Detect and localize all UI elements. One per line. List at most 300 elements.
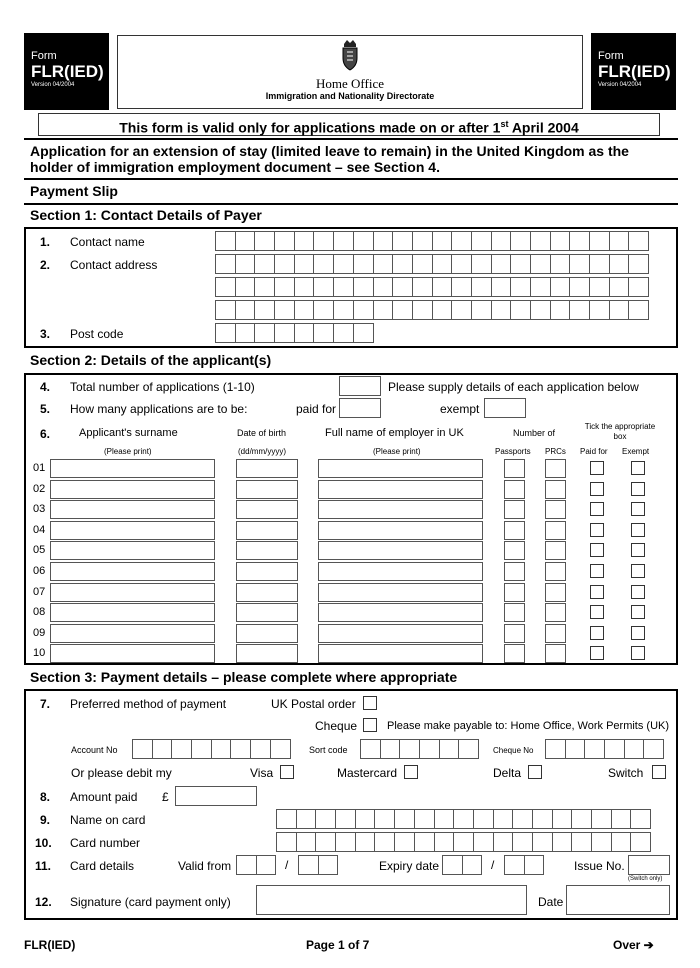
total-applications-input[interactable] — [339, 376, 381, 396]
row-number: 04 — [33, 523, 46, 536]
prcs-input[interactable] — [545, 459, 566, 478]
char-cell[interactable] — [412, 254, 433, 274]
char-cell[interactable] — [333, 323, 354, 343]
col-prcs: PRCs — [545, 447, 566, 456]
header-center-box — [117, 35, 583, 109]
prcs-input[interactable] — [545, 480, 566, 499]
exempt-checkbox[interactable] — [631, 626, 645, 640]
directorate: Immigration and Nationality Directorate — [265, 91, 435, 101]
footer-over: Over ➔ — [613, 938, 654, 952]
char-cell[interactable] — [333, 277, 354, 297]
char-cell[interactable] — [550, 300, 571, 320]
char-cell[interactable] — [530, 254, 551, 274]
char-cell[interactable] — [628, 300, 649, 320]
passports-input[interactable] — [504, 541, 525, 560]
char-cell[interactable] — [471, 300, 492, 320]
surname-input[interactable] — [50, 624, 215, 643]
paid-for-count-input[interactable] — [339, 398, 381, 418]
char-cell[interactable] — [392, 231, 413, 251]
char-cell[interactable] — [569, 300, 590, 320]
surname-input[interactable] — [50, 500, 215, 519]
char-cell[interactable] — [294, 254, 315, 274]
char-cell[interactable] — [313, 323, 334, 343]
char-cell[interactable] — [394, 832, 415, 852]
char-cell[interactable] — [569, 231, 590, 251]
char-cell[interactable] — [333, 300, 354, 320]
char-cell[interactable] — [171, 739, 192, 759]
employer-input[interactable] — [318, 459, 483, 478]
char-cell[interactable] — [235, 254, 256, 274]
char-cell[interactable] — [451, 231, 472, 251]
char-cell[interactable] — [353, 300, 374, 320]
char-cell[interactable] — [215, 231, 236, 251]
account-no-label: Account No — [71, 745, 118, 755]
paid-for-checkbox[interactable] — [590, 523, 604, 537]
char-cell[interactable] — [611, 809, 632, 829]
char-cell[interactable] — [270, 739, 291, 759]
form-code-box-right — [591, 33, 676, 110]
char-cell[interactable] — [380, 739, 401, 759]
char-cell[interactable] — [335, 809, 356, 829]
char-cell[interactable] — [530, 231, 551, 251]
exempt-checkbox[interactable] — [631, 543, 645, 557]
q7-num: 7. — [40, 697, 51, 711]
char-cell[interactable] — [491, 254, 512, 274]
char-cell[interactable] — [510, 254, 531, 274]
post-code-grid[interactable] — [215, 323, 373, 343]
contact-name-grid[interactable] — [215, 231, 648, 251]
prcs-input[interactable] — [545, 624, 566, 643]
issue-no-input[interactable] — [628, 855, 670, 875]
employer-input[interactable] — [318, 583, 483, 602]
char-cell[interactable] — [439, 739, 460, 759]
exempt-checkbox[interactable] — [631, 646, 645, 660]
exempt-count-input[interactable] — [484, 398, 526, 418]
q1-label: Contact name — [70, 235, 145, 249]
q9-label: Name on card — [70, 813, 146, 827]
char-cell[interactable] — [569, 254, 590, 274]
char-cell[interactable] — [471, 231, 492, 251]
form-word: Form — [598, 50, 624, 62]
char-cell[interactable] — [254, 300, 275, 320]
q4-num: 4. — [40, 380, 51, 394]
passports-input[interactable] — [504, 459, 525, 478]
dob-input[interactable] — [236, 603, 298, 622]
char-cell[interactable] — [453, 832, 474, 852]
delta-label: Delta — [493, 766, 522, 780]
char-cell[interactable] — [491, 277, 512, 297]
char-cell[interactable] — [191, 739, 212, 759]
char-cell[interactable] — [315, 809, 336, 829]
char-cell[interactable] — [628, 254, 649, 274]
char-cell[interactable] — [235, 323, 256, 343]
expiry-year[interactable] — [504, 855, 543, 875]
prcs-input[interactable] — [545, 644, 566, 663]
char-cell[interactable] — [399, 739, 420, 759]
char-cell[interactable] — [442, 855, 463, 875]
char-cell[interactable] — [373, 231, 394, 251]
card-number-grid[interactable] — [276, 832, 650, 852]
char-cell[interactable] — [294, 277, 315, 297]
col-paid-for: Paid for — [580, 447, 608, 456]
char-cell[interactable] — [532, 832, 553, 852]
contact-address-grid-3[interactable] — [215, 300, 648, 320]
char-cell[interactable] — [235, 231, 256, 251]
form-word: Form — [31, 50, 57, 62]
employer-input[interactable] — [318, 541, 483, 560]
dob-input[interactable] — [236, 459, 298, 478]
surname-input[interactable] — [50, 480, 215, 499]
char-cell[interactable] — [298, 855, 319, 875]
paid-for-checkbox[interactable] — [590, 626, 604, 640]
char-cell[interactable] — [609, 277, 630, 297]
q2-label: Contact address — [70, 258, 158, 272]
char-cell[interactable] — [315, 832, 336, 852]
char-cell[interactable] — [318, 855, 339, 875]
exempt-checkbox[interactable] — [631, 502, 645, 516]
exempt-checkbox[interactable] — [631, 564, 645, 578]
dob-input[interactable] — [236, 562, 298, 581]
char-cell[interactable] — [254, 277, 275, 297]
char-cell[interactable] — [392, 254, 413, 274]
sort-code-grid[interactable] — [360, 739, 478, 759]
char-cell[interactable] — [493, 809, 514, 829]
exempt-checkbox[interactable] — [631, 585, 645, 599]
char-cell[interactable] — [434, 809, 455, 829]
char-cell[interactable] — [491, 300, 512, 320]
postal-order-checkbox[interactable] — [363, 696, 377, 710]
char-cell[interactable] — [550, 254, 571, 274]
valid-from-month[interactable] — [236, 855, 275, 875]
dob-input[interactable] — [236, 624, 298, 643]
amount-paid-input[interactable] — [175, 786, 257, 806]
surname-input[interactable] — [50, 583, 215, 602]
col-dob: Date of birth — [237, 428, 287, 438]
char-cell[interactable] — [215, 277, 236, 297]
passports-input[interactable] — [504, 562, 525, 581]
surname-input[interactable] — [50, 541, 215, 560]
char-cell[interactable] — [611, 832, 632, 852]
dob-input[interactable] — [236, 583, 298, 602]
char-cell[interactable] — [504, 855, 525, 875]
q12-num: 12. — [35, 895, 52, 909]
char-cell[interactable] — [412, 300, 433, 320]
expiry-month[interactable] — [442, 855, 481, 875]
prcs-input[interactable] — [545, 562, 566, 581]
date-box[interactable] — [566, 885, 670, 915]
char-cell[interactable] — [530, 300, 551, 320]
account-no-grid[interactable] — [132, 739, 290, 759]
exempt-checkbox[interactable] — [631, 461, 645, 475]
char-cell[interactable] — [491, 231, 512, 251]
char-cell[interactable] — [591, 809, 612, 829]
char-cell[interactable] — [589, 254, 610, 274]
char-cell[interactable] — [643, 739, 664, 759]
exempt-checkbox[interactable] — [631, 605, 645, 619]
char-cell[interactable] — [419, 739, 440, 759]
col-number-of: Number of — [513, 428, 556, 438]
char-cell[interactable] — [432, 277, 453, 297]
char-cell[interactable] — [628, 277, 649, 297]
visa-checkbox[interactable] — [280, 765, 294, 779]
paid-for-checkbox[interactable] — [590, 585, 604, 599]
surname-input[interactable] — [50, 459, 215, 478]
char-cell[interactable] — [569, 277, 590, 297]
char-cell[interactable] — [274, 300, 295, 320]
prcs-input[interactable] — [545, 603, 566, 622]
char-cell[interactable] — [462, 855, 483, 875]
col-dob-sub: (dd/mm/yyyy) — [238, 447, 286, 456]
paid-for-checkbox[interactable] — [590, 502, 604, 516]
employer-input[interactable] — [318, 624, 483, 643]
dob-input[interactable] — [236, 500, 298, 519]
name-on-card-grid[interactable] — [276, 809, 650, 829]
valid-from-slash: / — [285, 858, 289, 872]
char-cell[interactable] — [374, 832, 395, 852]
char-cell[interactable] — [335, 832, 356, 852]
char-cell[interactable] — [296, 809, 317, 829]
char-cell[interactable] — [471, 277, 492, 297]
char-cell[interactable] — [353, 277, 374, 297]
exempt-checkbox[interactable] — [631, 482, 645, 496]
expiry-label: Expiry date — [379, 859, 440, 873]
char-cell[interactable] — [432, 254, 453, 274]
surname-input[interactable] — [50, 644, 215, 663]
surname-input[interactable] — [50, 603, 215, 622]
q8-label: Amount paid — [70, 790, 138, 804]
passports-input[interactable] — [504, 500, 525, 519]
char-cell[interactable] — [524, 855, 545, 875]
form-version: Version 04/2004 — [31, 82, 75, 88]
char-cell[interactable] — [313, 300, 334, 320]
char-cell[interactable] — [510, 277, 531, 297]
char-cell[interactable] — [434, 832, 455, 852]
dob-input[interactable] — [236, 644, 298, 663]
char-cell[interactable] — [276, 832, 297, 852]
char-cell[interactable] — [235, 277, 256, 297]
char-cell[interactable] — [512, 832, 533, 852]
char-cell[interactable] — [256, 855, 277, 875]
payable-note: Please make payable to: Home Office, Work Permits (UK) — [387, 720, 670, 732]
q11-num: 11. — [35, 859, 52, 873]
char-cell[interactable] — [532, 809, 553, 829]
char-cell[interactable] — [589, 277, 610, 297]
currency-symbol: £ — [162, 790, 169, 804]
char-cell[interactable] — [360, 739, 381, 759]
footer-page-number: Page 1 of 7 — [306, 938, 370, 952]
char-cell[interactable] — [589, 300, 610, 320]
col-exempt: Exempt — [622, 447, 650, 456]
passports-input[interactable] — [504, 480, 525, 499]
employer-input[interactable] — [318, 500, 483, 519]
delta-checkbox[interactable] — [528, 765, 542, 779]
char-cell[interactable] — [565, 739, 586, 759]
exempt-checkbox[interactable] — [631, 523, 645, 537]
char-cell[interactable] — [294, 231, 315, 251]
char-cell[interactable] — [215, 254, 236, 274]
char-cell[interactable] — [473, 809, 494, 829]
crest-icon — [338, 38, 362, 72]
char-cell[interactable] — [453, 809, 474, 829]
char-cell[interactable] — [628, 231, 649, 251]
prcs-input[interactable] — [545, 500, 566, 519]
q9-num: 9. — [40, 813, 51, 827]
surname-input[interactable] — [50, 562, 215, 581]
employer-input[interactable] — [318, 521, 483, 540]
mastercard-label: Mastercard — [337, 766, 398, 780]
char-cell[interactable] — [274, 277, 295, 297]
char-cell[interactable] — [373, 254, 394, 274]
char-cell[interactable] — [254, 231, 275, 251]
char-cell[interactable] — [630, 832, 651, 852]
char-cell[interactable] — [392, 277, 413, 297]
char-cell[interactable] — [552, 832, 573, 852]
char-cell[interactable] — [235, 300, 256, 320]
cheque-checkbox[interactable] — [363, 718, 377, 732]
paid-for-checkbox[interactable] — [590, 646, 604, 660]
char-cell[interactable] — [412, 231, 433, 251]
char-cell[interactable] — [591, 832, 612, 852]
employer-input[interactable] — [318, 480, 483, 499]
signature-box[interactable] — [256, 885, 527, 915]
char-cell[interactable] — [274, 231, 295, 251]
prcs-input[interactable] — [545, 583, 566, 602]
char-cell[interactable] — [604, 739, 625, 759]
char-cell[interactable] — [211, 739, 232, 759]
char-cell[interactable] — [296, 832, 317, 852]
char-cell[interactable] — [333, 231, 354, 251]
contact-address-grid-1[interactable] — [215, 254, 648, 274]
employer-input[interactable] — [318, 562, 483, 581]
switch-checkbox[interactable] — [652, 765, 666, 779]
char-cell[interactable] — [355, 832, 376, 852]
char-cell[interactable] — [215, 300, 236, 320]
char-cell[interactable] — [609, 231, 630, 251]
char-cell[interactable] — [512, 809, 533, 829]
prcs-input[interactable] — [545, 541, 566, 560]
date-label: Date — [538, 895, 564, 909]
passports-input[interactable] — [504, 644, 525, 663]
char-cell[interactable] — [432, 231, 453, 251]
char-cell[interactable] — [414, 809, 435, 829]
prcs-input[interactable] — [545, 521, 566, 540]
passports-input[interactable] — [504, 624, 525, 643]
char-cell[interactable] — [230, 739, 251, 759]
char-cell[interactable] — [630, 809, 651, 829]
char-cell[interactable] — [274, 254, 295, 274]
char-cell[interactable] — [451, 277, 472, 297]
char-cell[interactable] — [571, 832, 592, 852]
char-cell[interactable] — [294, 300, 315, 320]
char-cell[interactable] — [589, 231, 610, 251]
switch-only-note: (Switch only) — [628, 876, 663, 882]
paid-for-checkbox[interactable] — [590, 605, 604, 619]
char-cell[interactable] — [609, 300, 630, 320]
employer-input[interactable] — [318, 603, 483, 622]
passports-input[interactable] — [504, 603, 525, 622]
char-cell[interactable] — [471, 254, 492, 274]
passports-input[interactable] — [504, 583, 525, 602]
char-cell[interactable] — [530, 277, 551, 297]
char-cell[interactable] — [313, 277, 334, 297]
contact-address-grid-2[interactable] — [215, 277, 648, 297]
char-cell[interactable] — [392, 300, 413, 320]
char-cell[interactable] — [584, 739, 605, 759]
mastercard-checkbox[interactable] — [404, 765, 418, 779]
passports-input[interactable] — [504, 521, 525, 540]
char-cell[interactable] — [274, 323, 295, 343]
paid-for-checkbox[interactable] — [590, 461, 604, 475]
surname-input[interactable] — [50, 521, 215, 540]
char-cell[interactable] — [355, 809, 376, 829]
dob-input[interactable] — [236, 521, 298, 540]
char-cell[interactable] — [571, 809, 592, 829]
dob-input[interactable] — [236, 541, 298, 560]
char-cell[interactable] — [451, 254, 472, 274]
char-cell[interactable] — [432, 300, 453, 320]
paid-for-checkbox[interactable] — [590, 482, 604, 496]
char-cell[interactable] — [215, 323, 236, 343]
char-cell[interactable] — [313, 231, 334, 251]
char-cell[interactable] — [394, 809, 415, 829]
char-cell[interactable] — [510, 231, 531, 251]
char-cell[interactable] — [353, 231, 374, 251]
char-cell[interactable] — [493, 832, 514, 852]
validity-sup: st — [500, 119, 509, 129]
char-cell[interactable] — [353, 254, 374, 274]
q5-num: 5. — [40, 402, 51, 416]
char-cell[interactable] — [609, 254, 630, 274]
q4-label: Total number of applications (1-10) — [70, 380, 255, 394]
row-number: 02 — [33, 482, 46, 495]
char-cell[interactable] — [254, 254, 275, 274]
char-cell[interactable] — [550, 231, 571, 251]
char-cell[interactable] — [414, 832, 435, 852]
char-cell[interactable] — [624, 739, 645, 759]
section1-title: Section 1: Contact Details of Payer — [30, 207, 262, 223]
char-cell[interactable] — [550, 277, 571, 297]
cheque-no-grid[interactable] — [545, 739, 663, 759]
char-cell[interactable] — [412, 277, 433, 297]
char-cell[interactable] — [545, 739, 566, 759]
valid-from-year[interactable] — [298, 855, 337, 875]
char-cell[interactable] — [132, 739, 153, 759]
switch-label: Switch — [608, 766, 644, 780]
q8-num: 8. — [40, 790, 51, 804]
char-cell[interactable] — [313, 254, 334, 274]
char-cell[interactable] — [473, 832, 494, 852]
paid-for-checkbox[interactable] — [590, 543, 604, 557]
char-cell[interactable] — [373, 300, 394, 320]
char-cell[interactable] — [510, 300, 531, 320]
char-cell[interactable] — [152, 739, 173, 759]
char-cell[interactable] — [458, 739, 479, 759]
char-cell[interactable] — [254, 323, 275, 343]
char-cell[interactable] — [250, 739, 271, 759]
dob-input[interactable] — [236, 480, 298, 499]
char-cell[interactable] — [353, 323, 374, 343]
char-cell[interactable] — [236, 855, 257, 875]
char-cell[interactable] — [373, 277, 394, 297]
char-cell[interactable] — [276, 809, 297, 829]
char-cell[interactable] — [294, 323, 315, 343]
char-cell[interactable] — [451, 300, 472, 320]
char-cell[interactable] — [374, 809, 395, 829]
employer-input[interactable] — [318, 644, 483, 663]
char-cell[interactable] — [552, 809, 573, 829]
paid-for-checkbox[interactable] — [590, 564, 604, 578]
char-cell[interactable] — [333, 254, 354, 274]
